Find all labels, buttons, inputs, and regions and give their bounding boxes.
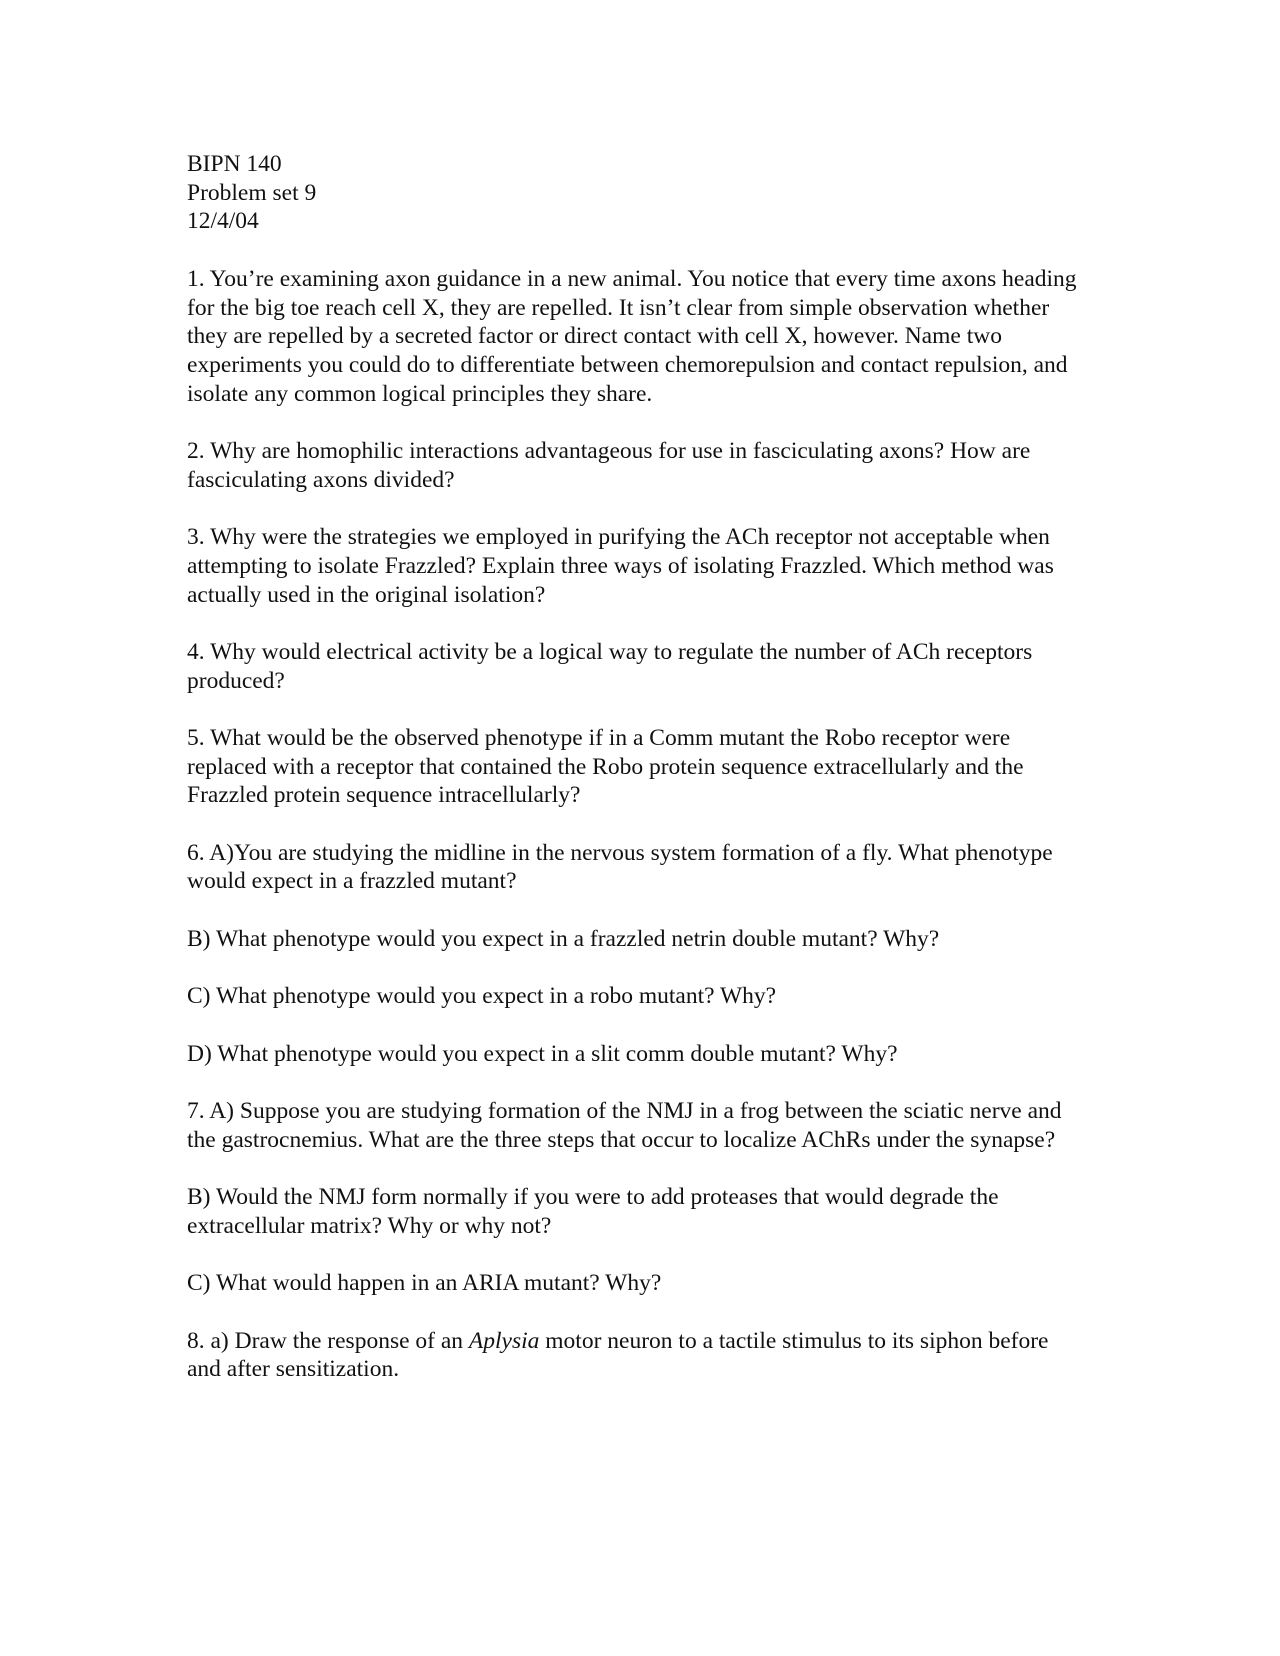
- question-6a: 6. A)You are studying the midline in the nervous system formation of a fly. What phenotype would expect in a frazzled mutant?: [187, 839, 1053, 895]
- question-7b: B) Would the NMJ form normally if you were to add proteases that would degrade the extracellular matrix? Why or why not?: [187, 1184, 999, 1239]
- document-date: 12/4/04: [187, 208, 259, 235]
- question-2: 2. Why are homophilic interactions advantageous for use in fasciculating axons? How are fasciculating axons divided?: [187, 438, 1031, 493]
- question-6d: D) What phenotype would you expect in a slit comm double mutant? Why?: [187, 1040, 898, 1067]
- question-3: 3. Why were the strategies we employed in purifying the ACh receptor not acceptable when attempting to isolate Frazzled? Explain three ways of isolating Frazzled. Which method was actually used in the original isolation?: [187, 524, 1054, 608]
- question-6c: C) What phenotype would you expect in a robo mutant? Why?: [187, 983, 777, 1010]
- question-8a-suffix: motor neuron to a tactile stimulus to its siphon before and after sensitization.: [187, 1327, 1049, 1383]
- question-5: 5. What would be the observed phenotype if in a Comm mutant the Robo receptor were replaced with a receptor that contained the Robo protein sequence extracellularly and the Frazzled protein sequence intracellularly?: [187, 724, 1024, 809]
- question-1: 1. You’re examining axon guidance in a new animal. You notice that every time axons heading for the big toe reach cell X, they are repelled. It isn’t clear from simple observation whether they are repelled by a secreted factor or direct contact with cell X, however. Name two experiments you could do to differentiate between chemorepulsion and contact repulsion, and isolate any common logical principles they share.: [187, 265, 1077, 407]
- document-page: [187, 150, 1087, 1413]
- species-name-italic: Aplysia: [468, 1327, 540, 1354]
- document-header: [187, 150, 1087, 236]
- question-8a-prefix: 8. a) Draw the response of an: [187, 1327, 469, 1354]
- question-7a: 7. A) Suppose you are studying formation of the NMJ in a frog between the sciatic nerve and the gastrocnemius. What are the three steps that occur to localize AChRs under the synapse?: [187, 1098, 1062, 1153]
- question-6b: B) What phenotype would you expect in a frazzled netrin double mutant? Why?: [187, 925, 940, 952]
- course-code: BIPN 140: [187, 151, 282, 177]
- question-7c: C) What would happen in an ARIA mutant? Why?: [187, 1270, 662, 1297]
- question-4: 4. Why would electrical activity be a logical way to regulate the number of ACh receptors produced?: [187, 638, 1033, 694]
- question-8a: [187, 1327, 1087, 1384]
- problem-set-title: Problem set 9: [187, 179, 317, 206]
